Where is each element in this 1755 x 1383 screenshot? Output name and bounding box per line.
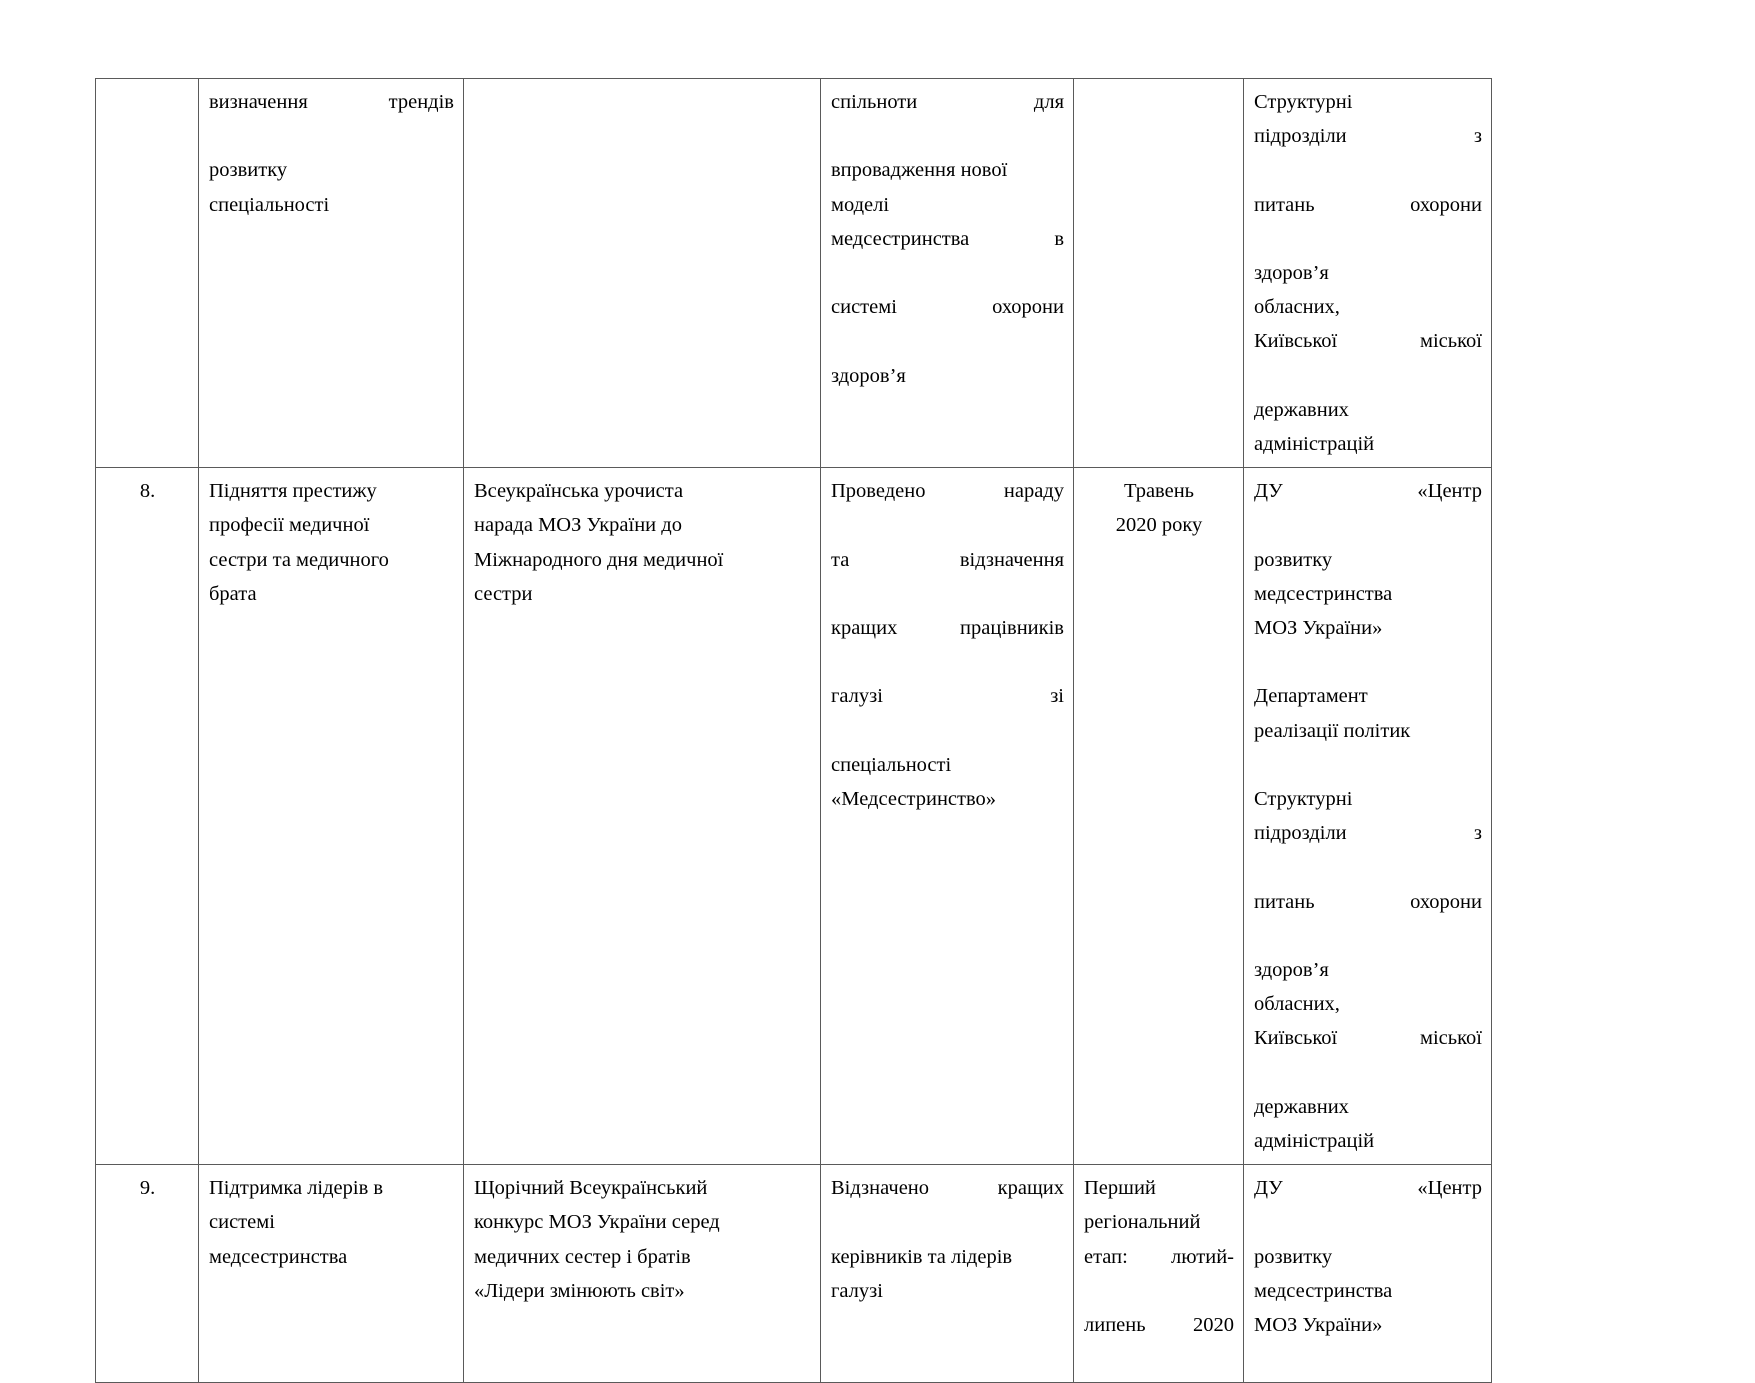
- table-row: [96, 79, 1492, 468]
- responsible-line: [1254, 119, 1482, 187]
- term-line: [1084, 1308, 1234, 1376]
- cell-row-number: [96, 79, 199, 468]
- activity-line: Всеукраїнська урочиста: [474, 480, 684, 503]
- responsible-line: адміністрацій: [1254, 433, 1375, 456]
- result-word: зі: [1050, 685, 1064, 708]
- cell-responsible: [1244, 79, 1492, 468]
- goal-word: визначення: [209, 91, 308, 113]
- responsible-word: ДУ: [1254, 480, 1283, 503]
- cell-goal: [199, 468, 464, 1165]
- cell-row-number: 9.: [96, 1165, 199, 1383]
- activity-line: Щорічний Всеукраїнський: [474, 1177, 708, 1200]
- responsible-line: державних: [1254, 398, 1349, 421]
- table-row: [96, 468, 1492, 1165]
- responsible-line: обласних,: [1254, 993, 1340, 1016]
- cell-activity: [464, 1165, 821, 1383]
- responsible-line: Структурні: [1254, 91, 1353, 113]
- responsible-line: здоров’я: [1254, 262, 1329, 285]
- responsible-word: міської: [1420, 1027, 1482, 1050]
- cell-responsible: [1244, 1165, 1492, 1383]
- paragraph-spacer: [1254, 645, 1482, 679]
- term-line: Перший: [1084, 1177, 1156, 1200]
- cell-term: [1074, 468, 1244, 1165]
- term-line: 2020 року: [1115, 514, 1203, 537]
- term-word: лютий-: [1170, 1245, 1234, 1268]
- result-line: спеціальності: [831, 753, 952, 776]
- goal-line: Підтримка лідерів в: [209, 1177, 384, 1200]
- result-line: керівників та лідерів: [831, 1245, 1013, 1268]
- goal-line: розвитку: [209, 159, 288, 182]
- result-word: кращих: [831, 617, 898, 640]
- cell-responsible: [1244, 468, 1492, 1165]
- responsible-word: охорони: [1410, 890, 1482, 913]
- term-line: [1084, 1240, 1234, 1308]
- cell-row-number: 8.: [96, 468, 199, 1165]
- responsible-line: розвитку: [1254, 548, 1333, 571]
- responsible-word: з: [1473, 125, 1482, 148]
- result-word: працівників: [960, 617, 1064, 640]
- responsible-line: [1254, 324, 1482, 392]
- result-word: в: [1054, 227, 1064, 250]
- term-line: регіональний: [1084, 1211, 1201, 1234]
- goal-line: Підняття престижу: [209, 480, 377, 503]
- activity-line: Міжнародного дня медичної: [474, 548, 724, 571]
- cell-goal: [199, 1165, 464, 1383]
- responsible-line: адміністрацій: [1254, 1130, 1375, 1153]
- responsible-line: медсестринства: [1254, 1279, 1393, 1302]
- responsible-word: підрозділи: [1254, 125, 1347, 148]
- result-word: для: [1033, 91, 1064, 113]
- activity-line: сестри: [474, 582, 533, 605]
- result-line: [831, 679, 1064, 747]
- responsible-line: медсестринства: [1254, 582, 1393, 605]
- goal-line: медсестринства: [209, 1245, 348, 1268]
- responsible-word: питань: [1254, 890, 1315, 913]
- cell-result: [821, 468, 1074, 1165]
- goal-line: брата: [209, 582, 257, 605]
- responsible-line: [1254, 474, 1482, 542]
- result-word: Відзначено: [831, 1177, 930, 1200]
- goal-line: професії медичної: [209, 514, 370, 537]
- activity-line: конкурс МОЗ України серед: [474, 1211, 720, 1234]
- cell-term: [1074, 1165, 1244, 1383]
- responsible-line: МОЗ України»: [1254, 617, 1383, 640]
- result-line: галузі: [831, 1279, 883, 1302]
- responsible-word: «Центр: [1417, 480, 1482, 503]
- term-word: липень: [1084, 1314, 1146, 1337]
- cell-activity: [464, 79, 821, 468]
- responsible-line: Структурні: [1254, 788, 1353, 811]
- result-word: охорони: [992, 296, 1064, 319]
- responsible-line: [1254, 1171, 1482, 1239]
- cell-term: [1074, 79, 1244, 468]
- term-word: 2020: [1193, 1314, 1234, 1337]
- result-word: відзначення: [959, 548, 1064, 571]
- responsible-word: з: [1473, 822, 1482, 845]
- responsible-line: Департамент: [1254, 685, 1368, 708]
- result-line: [831, 611, 1064, 679]
- responsible-word: міської: [1420, 330, 1482, 353]
- cell-result: [821, 79, 1074, 468]
- goal-line: сестри та медичного: [209, 548, 389, 571]
- table-row: [96, 1165, 1492, 1383]
- result-word: галузі: [831, 685, 883, 708]
- cell-result: [821, 1165, 1074, 1383]
- responsible-word: «Центр: [1417, 1177, 1482, 1200]
- responsible-line: реалізації політик: [1254, 719, 1411, 742]
- result-line: [831, 474, 1064, 542]
- result-line: впровадження нової: [831, 159, 1008, 182]
- responsible-line: [1254, 816, 1482, 884]
- term-line: Травень: [1123, 480, 1195, 503]
- goal-word: трендів: [388, 91, 454, 113]
- responsible-word: питань: [1254, 193, 1315, 216]
- responsible-word: Київської: [1254, 1027, 1338, 1050]
- measures-table: [95, 78, 1492, 1383]
- responsible-line: [1254, 885, 1482, 953]
- result-line: моделі: [831, 193, 890, 216]
- paragraph-spacer: [1254, 748, 1482, 782]
- responsible-line: [1254, 188, 1482, 256]
- result-word: кращих: [997, 1177, 1064, 1200]
- result-line: [831, 1171, 1064, 1239]
- activity-line: медичних сестер і братів: [474, 1245, 691, 1268]
- responsible-line: розвитку: [1254, 1245, 1333, 1268]
- goal-line: [209, 85, 454, 153]
- cell-goal: [199, 79, 464, 468]
- goal-line: системі: [209, 1211, 275, 1234]
- result-word: Проведено: [831, 480, 926, 503]
- result-word: системі: [831, 296, 897, 319]
- result-word: нараду: [1003, 480, 1064, 503]
- responsible-line: здоров’я: [1254, 959, 1329, 982]
- responsible-word: охорони: [1410, 193, 1482, 216]
- result-word: та: [831, 548, 850, 571]
- responsible-word: Київської: [1254, 330, 1338, 353]
- result-line: здоров’я: [831, 364, 906, 387]
- activity-line: «Лідери змінюють світ»: [474, 1279, 685, 1302]
- result-line: [831, 290, 1064, 358]
- responsible-word: підрозділи: [1254, 822, 1347, 845]
- cell-activity: [464, 468, 821, 1165]
- result-word: медсестринства: [831, 227, 970, 250]
- responsible-word: ДУ: [1254, 1177, 1283, 1200]
- result-word: спільноти: [831, 91, 918, 113]
- activity-line: нарада МОЗ України до: [474, 514, 682, 537]
- responsible-line: державних: [1254, 1095, 1349, 1118]
- responsible-line: [1254, 1021, 1482, 1089]
- term-word: етап:: [1084, 1245, 1128, 1268]
- result-line: [831, 543, 1064, 611]
- responsible-line: обласних,: [1254, 296, 1340, 319]
- result-line: [831, 85, 1064, 153]
- responsible-line: МОЗ України»: [1254, 1314, 1383, 1337]
- result-line: «Медсестринство»: [831, 788, 997, 811]
- result-line: [831, 222, 1064, 290]
- goal-line: спеціальності: [209, 193, 330, 216]
